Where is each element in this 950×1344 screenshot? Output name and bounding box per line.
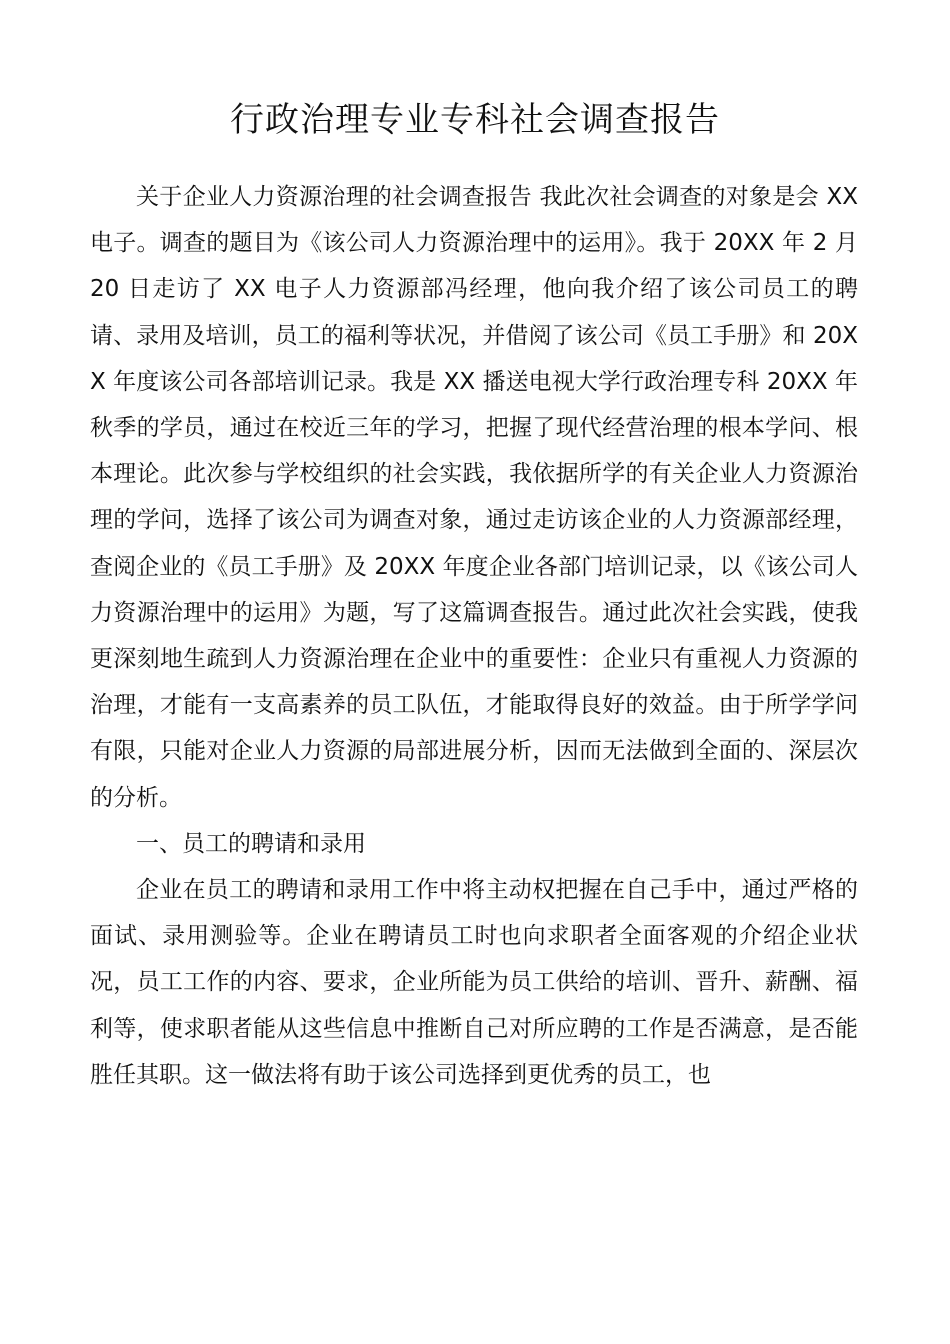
section-heading: 一、员工的聘请和录用: [136, 830, 366, 857]
section-paragraph: 企业在员工的聘请和录用工作中将主动权把握在自己手中，通过严格的面试、录用测验等。企业在聘请员工时也向求职者全面客观的介绍企业状况，员工工作的内容、要求，企业所能为员工供给的培训、晋升、薪酬、福利等，使求职者能从这些信息中推断自己对所应聘的工作是否满意，是否能胜任其职。这一做法将有助于该公司选择到更优秀的员工，也: [90, 877, 858, 1088]
document-title: 行政治理专业专科社会调查报告: [230, 100, 720, 140]
document-body: [90, 174, 858, 1098]
intro-paragraph: 关于企业人力资源治理的社会调查报告 我此次社会调查的对象是会 XX 电子。调查的题目为《该公司人力资源治理中的运用》。我于 20XX 年 2 月 20 日走访了 XX 电子人力资源部冯经理，他向我介绍了该公司员工的聘请、录用及培训，员工的福利等状况，并借阅了该公司《员工手册》和 20XX 年度该公司各部培训记录。我是 XX 播送电视大学行政治理专科 20XX 年秋季的学员，通过在校近三年的学习，把握了现代经营治理的根本学问、根本理论。此次参与学校组织的社会实践，我依据所学的有关企业人力资源治理的学问，选择了该公司为调查对象，通过走访该企业的人力资源部经理，查阅企业的《员工手册》及 20XX 年度企业各部门培训记录，以《该公司人力资源治理中的运用》为题，写了这篇调查报告。通过此次社会实践，使我更深刻地生疏到人力资源治理在企业中的重要性：企业只有重视人力资源的治理，才能有一支高素养的员工队伍，才能取得良好的效益。由于所学学问有限，只能对企业人力资源的局部进展分析，因而无法做到全面的、深层次的分析。: [90, 184, 858, 811]
